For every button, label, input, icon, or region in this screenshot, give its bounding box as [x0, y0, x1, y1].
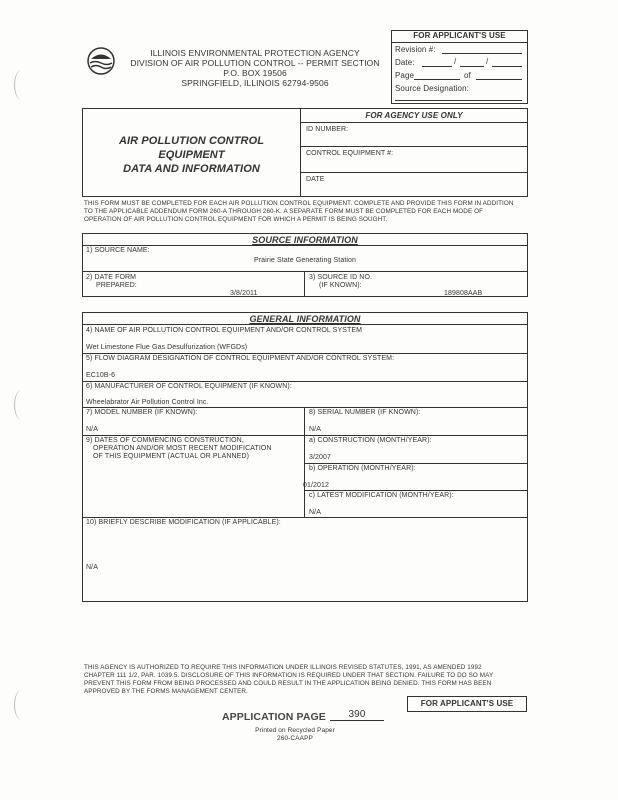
date-year-field[interactable]	[492, 66, 522, 67]
agency-use-title: FOR AGENCY USE ONLY	[365, 111, 463, 120]
q9c-label: c) LATEST MODIFICATION (MONTH/YEAR):	[309, 492, 454, 499]
agency-division: DIVISION OF AIR POLLUTION CONTROL -- PERMIT SECTION	[130, 58, 380, 68]
agency-date-label: DATE	[306, 176, 325, 183]
instructions-line3: OPERATION OF AIR POLLUTION CONTROL EQUIPMENT FOR WHICH A PERMIT IS BEING SOUGHT.	[84, 216, 388, 223]
applicant-use-title: FOR APPLICANT'S USE	[413, 31, 506, 40]
date-form-value[interactable]: 3/8/2011	[230, 290, 258, 297]
source-name-label: 1) SOURCE NAME:	[86, 247, 150, 254]
q7-label: 7) MODEL NUMBER (IF KNOWN):	[86, 409, 198, 416]
q8-value[interactable]: N/A	[309, 426, 321, 433]
control-equipment-label: CONTROL EQUIPMENT #:	[306, 150, 394, 157]
application-page-number[interactable]: 390	[330, 709, 384, 721]
of-label: of	[464, 71, 471, 80]
disclosure-line3: PREVENT THIS FORM FROM BEING PROCESSED AND COULD RESULT IN THE APPLICATION BEING DENIED. THIS FORM HAS BEEN	[84, 680, 492, 687]
date-month-field[interactable]	[422, 66, 452, 67]
date-separator: /	[454, 57, 457, 66]
revision-label: Revision #:	[395, 45, 436, 54]
q9b-label: b) OPERATION (MONTH/YEAR):	[309, 465, 416, 472]
instructions-line1: THIS FORM MUST BE COMPLETED FOR EACH AIR POLLUTION CONTROL EQUIPMENT. COMPLETE AND PROVIDE THIS FORM IN ADDITION	[84, 200, 514, 207]
bottom-applicant-use-title: FOR APPLICANT'S USE	[420, 699, 514, 708]
q9-label-line2: OPERATION AND/OR MOST RECENT MODIFICATION	[93, 445, 272, 452]
q5-value[interactable]: EC10B-6	[86, 372, 116, 379]
revision-field[interactable]	[442, 53, 522, 54]
q9c-value[interactable]: N/A	[309, 509, 321, 516]
date-label: Date:	[395, 58, 415, 67]
agency-name: ILLINOIS ENVIRONMENTAL PROTECTION AGENCY	[150, 48, 360, 58]
q9a-value[interactable]: 3/2007	[309, 454, 332, 461]
source-designation-field[interactable]	[395, 100, 522, 101]
date-form-label: 2) DATE FORM	[86, 274, 137, 281]
bottom-applicant-use-box	[407, 696, 527, 712]
general-information-header: GENERAL INFORMATION	[249, 314, 361, 324]
q5-label: 5) FLOW DIAGRAM DESIGNATION OF CONTROL EQUIPMENT AND/OR CONTROL SYSTEM:	[86, 355, 395, 362]
date-separator: /	[486, 57, 489, 66]
source-id-label: 3) SOURCE ID NO.	[309, 274, 373, 281]
form-title-line2: EQUIPMENT	[158, 149, 225, 161]
form-number: 260-CAAPP	[277, 735, 313, 742]
q9a-label: a) CONSTRUCTION (MONTH/YEAR):	[309, 437, 432, 444]
source-name-value[interactable]: Prairie State Generating Station	[253, 257, 357, 264]
disclosure-line2: CHAPTER 111 1/2, PAR. 1039.5. DISCLOSURE OF THIS INFORMATION IS REQUIRED UNDER THAT SECTION. FAILURE TO DO SO MAY	[84, 672, 494, 679]
applicant-use-box	[391, 30, 528, 104]
source-id-value[interactable]: 189808AAB	[444, 290, 483, 297]
page-field[interactable]	[414, 79, 460, 80]
punch-hole-mark	[14, 390, 29, 420]
page-label: Page	[395, 71, 415, 80]
form-title-box	[82, 108, 301, 197]
q9b-value[interactable]: 01/2012	[303, 482, 330, 489]
agency-po-box: P.O. BOX 19506	[223, 68, 287, 78]
q9-label-line1: 9) DATES OF COMMENCING CONSTRUCTION,	[86, 437, 244, 444]
agency-use-box	[301, 108, 528, 197]
punch-hole-mark	[14, 70, 29, 100]
disclosure-line4: APPROVED BY THE FORMS MANAGEMENT CENTER.	[84, 688, 248, 695]
agency-city: SPRINGFIELD, ILLINOIS 62794-9506	[181, 78, 329, 88]
q4-label: 4) NAME OF AIR POLLUTION CONTROL EQUIPMENT AND/OR CONTROL SYSTEM	[86, 327, 363, 334]
q6-label: 6) MANUFACTURER OF CONTROL EQUIPMENT (IF KNOWN):	[86, 383, 292, 390]
q6-value[interactable]: Wheelabrator Air Pollution Control Inc.	[86, 399, 209, 406]
q8-label: 8) SERIAL NUMBER (IF KNOWN):	[309, 409, 421, 416]
punch-hole-mark	[14, 690, 29, 720]
disclosure-line1: THIS AGENCY IS AUTHORIZED TO REQUIRE THIS INFORMATION UNDER ILLINOIS REVISED STATUTES, 1991, AS AMENDED 1992	[84, 664, 482, 671]
form-title-line1: AIR POLLUTION CONTROL	[118, 135, 265, 147]
q10-value[interactable]: N/A	[86, 564, 98, 571]
form-title-line3: DATA AND INFORMATION	[123, 163, 260, 175]
q9-label-line3: OF THIS EQUIPMENT (ACTUAL OR PLANNED)	[93, 453, 250, 460]
source-information-header: SOURCE INFORMATION	[252, 235, 358, 245]
source-id-known-label: (IF KNOWN):	[319, 282, 362, 289]
q4-value[interactable]: Wet Limestone Flue Gas Desulfurization (WFGDs)	[86, 344, 248, 351]
of-field[interactable]	[476, 79, 522, 80]
id-number-label: ID NUMBER:	[306, 126, 349, 133]
application-page-label: APPLICATION PAGE	[222, 711, 326, 723]
general-information-section	[82, 312, 528, 602]
instructions-line2: TO THE APPLICABLE ADDENDUM FORM 260-A THROUGH 260-K. A SEPARATE FORM MUST BE COMPLETED FOR EACH MODE OF	[84, 208, 484, 215]
date-form-prepared-label: PREPARED:	[96, 282, 137, 289]
illinois-epa-logo-icon	[86, 46, 116, 76]
source-information-section	[82, 233, 528, 297]
q10-label: 10) BRIEFLY DESCRIBE MODIFICATION (IF APPLICABLE):	[86, 519, 281, 526]
source-designation-label: Source Designation:	[395, 84, 469, 93]
recycled-paper-note: Printed on Recycled Paper	[255, 727, 335, 734]
q7-value[interactable]: N/A	[86, 426, 98, 433]
date-day-field[interactable]	[460, 66, 484, 67]
